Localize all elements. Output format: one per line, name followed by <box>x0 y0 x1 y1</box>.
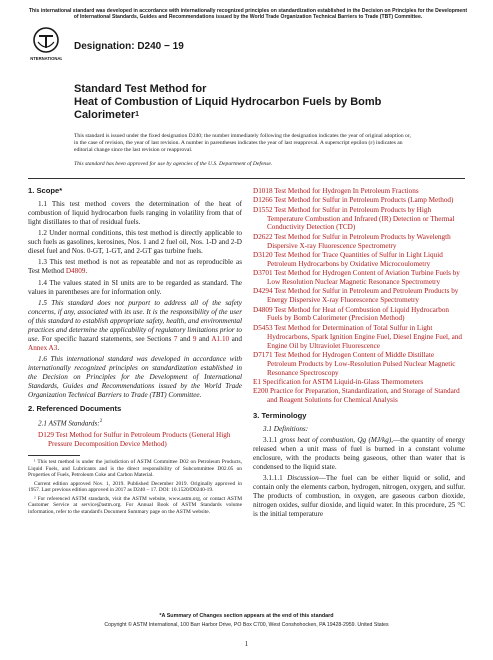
link-section-9[interactable]: 9 <box>192 334 197 343</box>
reference-list <box>253 187 465 405</box>
reference-item[interactable] <box>253 324 465 351</box>
para-1-3-text: 1.3 This test method is not as repeatable and not as reproducible as Test Method <box>28 258 242 276</box>
astm-logo <box>30 26 62 62</box>
ref-code[interactable]: D4294 <box>253 287 273 296</box>
para-3-1-1-1-num: 3.1.1.1 <box>263 474 288 483</box>
term-gross-heat: gross heat of combustion, Qg (MJ/kg), <box>279 436 394 445</box>
para-3-1-1 <box>253 436 465 472</box>
dod-approval-note: This standard has been approved for use by agencies of the U.S. Department of Defense. <box>74 161 273 167</box>
para-1-5 <box>28 299 242 352</box>
right-column <box>253 187 465 522</box>
left-column <box>28 187 242 449</box>
tbt-notice: This international standard was developed in accordance with internationally recognized principles on standardization established in the Decision on Principles for the Development of International Standards, Guides and Recommendations issued by the World Trade Organization Technical Barriers to Trade (TBT) Committee. <box>28 8 468 21</box>
ref-text[interactable]: Test Method for Hydrogen Content of Middle Distillate Petroleum Products by Low-Resolution Pulsed Nuclear Magnetic Resonance Spectroscopy <box>267 350 456 377</box>
summary-of-changes-note: *A Summary of Changes section appears at the end of this standard <box>159 613 334 619</box>
section-heading-scope: 1. Scope* <box>28 186 63 195</box>
ref-code[interactable]: D7171 <box>253 350 273 359</box>
footnotes <box>28 459 242 517</box>
ref-code[interactable]: D1266 <box>253 196 273 205</box>
ref-text[interactable]: Practice for Preparation, Standardization, and Storage of Standard and Reagent Solutions for Chemical Analysis <box>267 387 460 405</box>
para-1-2: 1.2 Under normal conditions, this test method is directly applicable to such fuels as gasolines, kerosines, Nos. 1 and 2 fuel oil, Nos. 1-D and 2-D diesel fuel and Nos. 0-GT, 1-GT, and 2-GT gas turbine fuels. <box>28 229 242 255</box>
para-1-5-italic: 1.5 This standard does not purport to address all of the safety concerns, if any, associated with its use. It is the responsibility of the user of this standard to establish appropriate safety, health, and environmental practices and determine the applicability of regulatory limitations prior to use. <box>28 298 242 343</box>
ref-code[interactable]: D5453 <box>253 323 273 332</box>
reference-item[interactable] <box>253 351 465 378</box>
para-3-1-text: 3.1 Definitions: <box>263 424 309 433</box>
ref-text[interactable]: Test Method for Hydrogen In Petroleum Fractions <box>274 187 419 195</box>
ref-text[interactable]: Test Method for Sulfur in Petroleum Products by Wavelength Dispersive X-ray Fluorescence Spectrometry <box>267 232 451 250</box>
reference-item[interactable] <box>253 206 465 233</box>
reference-item[interactable] <box>253 269 465 287</box>
ref-code[interactable]: E200 <box>253 387 269 396</box>
header-divider <box>28 178 465 179</box>
copyright-line: Copyright © ASTM International, 100 Barr Harbor Drive, PO Box C700, West Conshohocken, PA 19428-2959. United States <box>104 622 389 628</box>
reference-item[interactable] <box>253 233 465 251</box>
para-3-1 <box>253 425 465 434</box>
para-3-1-1-1-text: —The fuel can be either liquid or solid, and contain only the elements carbon, hydrogen, nitrogen, oxygen, and sulfur. The products of combustion, in oxygen, are gaseous carbon dioxide, nitrogen oxides, sulfur dioxide, and liquid water. In this procedure, 25 °C is the initial temperature <box>253 474 465 519</box>
link-annex-a3[interactable]: Annex A3 <box>28 343 58 352</box>
reference-item[interactable] <box>253 287 465 305</box>
section-heading-terminology: 3. Terminology <box>253 411 307 421</box>
ref-code[interactable]: D3120 <box>253 250 273 259</box>
footnote-1-edition: Current edition approved Nov. 1, 2019. Published December 2019. Originally approved in 1957. Last previous edition approved in 2017 as D240 – 17. DOI: 10.1520/D0240-19. <box>28 480 242 493</box>
ref-text[interactable]: Test Method for Trace Quantities of Sulfur in Light Liquid Petroleum Hydrocarbons by Oxidative Microcoulometry <box>267 250 443 268</box>
para-1-5-end: . <box>57 343 60 352</box>
para-2-1-mark: 2 <box>99 419 103 425</box>
para-2-1-text: 2.1 ASTM Standards: <box>38 419 100 428</box>
page-number: 1 <box>244 640 249 648</box>
issue-note: This standard is issued under the fixed designation D240; the number immediately following the designation indicates the year of original adoption or, in the case of revision, the year of last revision. A number in parentheses indicates the year of last reapproval. A superscript epsilon (ε) indicates an editorial change since the last revision or reapproval. <box>74 133 411 154</box>
ref-code[interactable]: D4809 <box>253 305 273 314</box>
ref-code[interactable]: D1018 <box>253 187 273 195</box>
reference-item[interactable] <box>253 196 465 205</box>
reference-item[interactable] <box>253 387 465 405</box>
para-1-4: 1.4 The values stated in SI units are to be regarded as standard. The values in parentheses are for information only. <box>28 278 242 296</box>
title-footnote-mark: 1 <box>135 111 140 118</box>
para-1-6: 1.6 This international standard was developed in accordance with internationally recognized principles on standardization established in the Decision on Principles for the Development of International Standards, Guides and Recommendations issued by the World Trade Organization Technical Barriers to Trade (TBT) Committee. <box>28 354 242 399</box>
reference-item[interactable] <box>253 378 465 387</box>
para-1-3-end: . <box>85 267 88 276</box>
para-1-5-text: For specific hazard statements, see Sections <box>39 334 174 343</box>
para-1-1: 1.1 This test method covers the determination of the heat of combustion of liquid hydrocarbon fuels ranging in volatility from that of light distillates to that of residual fuels. <box>28 199 242 226</box>
footnote-2: ² For referenced ASTM standards, visit the ASTM website, www.astm.org, or contact ASTM Customer Service at service@astm.org. For Annual Book of ASTM Standards volume information, refer to the standard's Document Summary page on the ASTM website. <box>28 495 242 515</box>
conj-1: and <box>177 334 193 343</box>
conj-3: and <box>229 334 242 343</box>
title-line-1: Standard Test Method for <box>74 83 207 95</box>
para-3-1-1-num: 3.1.1 <box>263 436 280 445</box>
ref-text[interactable]: Test Method for Hydrogen Content of Aviation Turbine Fuels by Low Resolution Nuclear Magnetic Resonance Spectrometry <box>267 269 460 287</box>
ref-code[interactable]: D3701 <box>253 269 273 278</box>
ref-code[interactable]: D129 <box>38 431 54 440</box>
ref-text[interactable]: Specification for ASTM Liquid-in-Glass Thermometers <box>262 377 424 386</box>
ref-code[interactable]: D2622 <box>253 232 273 241</box>
link-section-7[interactable]: 7 <box>173 334 178 343</box>
discussion-label: Discussion <box>287 474 319 483</box>
ref-text[interactable]: Test Method for Sulfur in Petroleum Products (General High Pressure Decomposition Device Method) <box>48 431 231 449</box>
title-line-2 <box>74 96 414 122</box>
footnote-1: ¹ This test method is under the jurisdiction of ASTM Committee D02 on Petroleum Products, Liquid Fuels, and Lubricants and is the direct responsibility of Subcommittee D02.05 on Properties of Fuels, Petroleum Coke and Carbon Material. <box>28 459 242 478</box>
ref-code[interactable]: D1552 <box>253 205 273 214</box>
ref-text[interactable]: Test Method for Sulfur in Petroleum Products (Lamp Method) <box>274 196 454 205</box>
ref-text[interactable]: Test Method for Determination of Total Sulfur in Light Hydrocarbons, Spark Ignition Engine Fuel, Diesel Engine Fuel, and Engine Oil by Ultraviolet Fluorescence <box>267 323 463 350</box>
para-3-1-1-text: —the quantity of energy released when a unit mass of fuel is burned in a constant volume enclosure, with the products being gaseous, other than water that is condensed to the liquid state. <box>253 436 466 472</box>
link-a1-10[interactable]: A1.10 <box>211 334 230 343</box>
ref-code[interactable]: E1 <box>253 377 261 386</box>
para-3-1-1-1 <box>253 474 465 519</box>
ref-text[interactable]: Test Method for Heat of Combustion of Liquid Hydrocarbon Fuels by Bomb Calorimeter (Precision Method) <box>267 305 450 323</box>
conj-2: and <box>196 334 212 343</box>
para-2-1 <box>28 418 242 428</box>
section-heading-referenced-documents: 2. Referenced Documents <box>28 404 122 414</box>
reference-d129[interactable] <box>38 431 242 449</box>
ref-text[interactable]: Test Method for Sulfur in Petroleum Products by High Temperature Combustion and Infrared (IR) Detection or Thermal Conductivity Detection (TCD) <box>267 205 455 232</box>
reference-item[interactable] <box>253 251 465 269</box>
title-main: Heat of Combustion of Liquid Hydrocarbon Fuels by Bomb Calorimeter <box>74 96 382 121</box>
svg-text:INTERNATIONAL: INTERNATIONAL <box>30 56 62 61</box>
footnote-divider <box>28 455 80 456</box>
ref-text[interactable]: Test Method for Sulfur in Petroleum and Petroleum Products by Energy Dispersive X-ray Fluorescence Spectrometry <box>267 287 459 305</box>
para-1-3 <box>28 258 242 276</box>
reference-item[interactable] <box>253 187 465 196</box>
designation: Designation: D240 − 19 <box>74 41 184 52</box>
reference-item[interactable] <box>253 306 465 324</box>
link-d4809[interactable]: D4809 <box>65 267 86 276</box>
document-title <box>74 83 414 122</box>
